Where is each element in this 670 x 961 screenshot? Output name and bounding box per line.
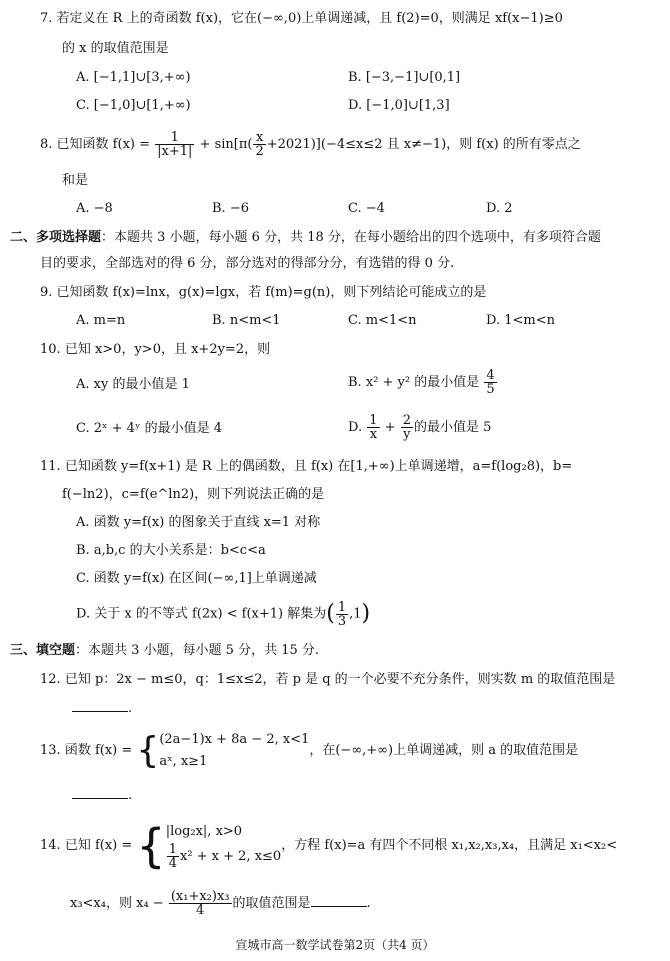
q12-number: 12.	[40, 672, 61, 687]
q10-option-b-numerator: 4	[486, 368, 495, 383]
q13-answer-line	[72, 786, 132, 805]
q10-option-b	[348, 368, 498, 398]
q13-number: 13.	[40, 743, 61, 758]
q14-case-2-numerator: 1	[168, 842, 177, 857]
q13-answer-blank[interactable]	[72, 786, 128, 799]
q10-option-d-denominator-1: x	[367, 427, 379, 441]
q10-option-b-text: B. x² + y² 的最小值是	[348, 375, 480, 390]
q9-stem-line	[40, 284, 486, 302]
q10-option-d-fraction-1	[367, 414, 379, 441]
q11-option-a: A. 函数 y=f(x) 的图象关于直线 x=1 对称	[76, 515, 321, 530]
q12-answer-blank[interactable]	[72, 699, 128, 712]
q8-fraction-numerator: 1	[170, 130, 179, 145]
q8-fraction	[155, 131, 194, 158]
q14-stem-line1	[40, 818, 617, 874]
q14-line2-pre: x₃<x₄，则 x₄ −	[70, 896, 164, 911]
q8-number: 8.	[40, 137, 53, 152]
q10-option-d-fraction-2	[401, 414, 413, 441]
q11-option-d-numerator: 1	[337, 599, 347, 615]
section-2-text-line2: 目的要求，全部选对的得 6 分，部分选对的得部分分，有选错的得 0 分.	[40, 256, 455, 271]
q14-fraction-denominator: 4	[169, 903, 232, 917]
q8-stem-mid: + sin[π(	[199, 137, 253, 152]
q11-option-d-rest: ,1	[349, 606, 362, 622]
q9-option-b: B. n<m<1	[212, 313, 281, 328]
q7-option-d: D. [−1,0]∪[1,3]	[348, 98, 450, 113]
q8-option-a: A. −8	[76, 201, 113, 216]
q11-option-b: B. a,b,c 的大小关系是：b<c<a	[76, 543, 266, 558]
q14-answer-blank[interactable]	[311, 894, 367, 907]
q8-stem-line2: 和是	[62, 173, 89, 188]
q11-option-d-right-paren: )	[361, 601, 371, 626]
q8-stem-post: +2021)](−4≤x≤2 且 x≠−1)，则 f(x) 的所有零点之	[266, 137, 581, 152]
q13-stem-pre: 函数 f(x) =	[64, 743, 133, 758]
q10-option-a: A. xy 的最小值是 1	[76, 377, 190, 392]
q11-number: 11.	[40, 459, 61, 474]
q10-option-d-numerator-2: 2	[402, 413, 411, 428]
q9-option-c: C. m<1<n	[348, 313, 417, 328]
q9-number: 9.	[40, 285, 53, 300]
q10-stem-line	[40, 341, 270, 359]
q14-case-2	[166, 843, 282, 870]
q13-case-2: aˣ, x≥1	[159, 753, 208, 769]
q10-option-c: C. 2ˣ + 4ʸ 的最小值是 4	[76, 421, 222, 436]
q11-stem-line1	[40, 458, 572, 476]
q8-option-d: D. 2	[486, 201, 513, 216]
q14-cases	[166, 821, 282, 870]
q10-option-b-denominator: 5	[486, 382, 495, 397]
q8-fraction-denominator: |x+1|	[157, 144, 193, 159]
q9-option-a: A. m=n	[76, 313, 126, 328]
q10-option-b-fraction	[484, 369, 496, 396]
q7-option-b: B. [−3,−1]∪[0,1]	[348, 70, 461, 85]
q7-option-a: A. [−1,1]∪[3,+∞)	[76, 70, 191, 85]
q14-case-2-fraction	[167, 843, 179, 870]
q11-option-c: C. 函数 y=f(x) 在区间(−∞,1]上单调递减	[76, 571, 317, 586]
q7-option-c: C. [−1,0]∪[1,+∞)	[76, 98, 191, 113]
q14-stem-post: ，方程 f(x)=a 有四个不同根 x₁,x₂,x₃,x₄，且满足 x₁<x₂<	[281, 838, 618, 853]
q11-stem: 已知函数 y=f(x+1) 是 R 上的偶函数，且 f(x) 在[1,+∞)上单调递增，a=f(log₂8)，b=	[64, 459, 573, 474]
q13-answer-period: .	[128, 788, 133, 803]
q14-case-2-denominator: 4	[168, 856, 177, 871]
section-2-text: ：本题共 3 小题，每小题 6 分，共 18 分，在每小题给出的四个选项中，有多项符合题	[101, 230, 601, 245]
q8-fraction-2-denominator: 2	[255, 144, 264, 159]
q10-option-d-plus: +	[384, 420, 396, 435]
q11-option-d-text: D. 关于 x 的不等式 f(2x) < f(x+1) 解集为	[76, 606, 327, 622]
q12-answer-period: .	[128, 701, 133, 716]
q10-option-d-label: D.	[348, 420, 363, 435]
q13-cases	[159, 729, 309, 773]
q8-option-b: B. −6	[212, 201, 249, 216]
q11-option-d-fraction	[336, 601, 348, 628]
q10-number: 10.	[40, 342, 61, 357]
q10-stem: 已知 x>0，y>0，且 x+2y=2，则	[64, 342, 271, 357]
q13-case-1: (2a−1)x + 8a − 2, x<1	[159, 731, 310, 747]
q14-case-1: |log₂x|, x>0	[165, 824, 243, 839]
q8-fraction-2-numerator: x	[255, 130, 264, 145]
q8-option-c: C. −4	[348, 201, 385, 216]
q11-option-d-left-paren: (	[326, 601, 335, 626]
q14-brace: {	[136, 818, 166, 873]
q14-number: 14.	[40, 838, 61, 853]
section-2-title: 二、多项选择题	[10, 230, 102, 245]
q12-answer-line	[72, 699, 132, 718]
q9-stem: 已知函数 f(x)=lnx，g(x)=lgx，若 f(m)=g(n)，则下列结论可能成立的是	[56, 285, 487, 300]
q7-stem-line1	[40, 10, 563, 28]
q13-brace: {	[136, 729, 160, 771]
section-3-title: 三、填空题	[10, 643, 76, 658]
q14-case-2-rest: x² + x + 2, x≤0	[179, 849, 282, 864]
q7-stem-line2: 的 x 的取值范围是	[62, 41, 169, 56]
section-3-header	[10, 642, 319, 660]
section-2-header	[10, 229, 601, 247]
q8-fraction-2	[253, 131, 265, 158]
q14-fraction-numerator: (x₁+x₂)x₃	[170, 889, 230, 904]
q8-stem-line1	[40, 130, 581, 160]
q9-option-d: D. 1<m<n	[486, 313, 555, 328]
q8-stem-pre: 已知函数 f(x) =	[56, 137, 150, 152]
q10-option-d	[348, 413, 491, 443]
q10-option-d-numerator-1: 1	[369, 413, 378, 428]
q12-stem: 已知 p：2x − m≤0，q：1≤x≤2，若 p 是 q 的一个必要不充分条件，则实数 m 的取值范围是	[64, 672, 616, 687]
q7-number: 7.	[40, 11, 53, 26]
q14-answer-period: .	[366, 896, 371, 911]
page-footer: 宣城市高一数学试卷第2页（共4 页）	[235, 938, 435, 952]
q14-stem-line2	[70, 888, 371, 920]
q11-option-d	[76, 598, 370, 631]
q11-stem-line2: f(−ln2)，c=f(e^ln2)，则下列说法正确的是	[62, 487, 325, 502]
q10-option-d-denominator-2: y	[401, 427, 413, 441]
section-3-text: ：本题共 3 小题，每小题 5 分，共 15 分.	[75, 643, 320, 658]
q14-fraction	[169, 890, 232, 917]
q10-option-d-text: 的最小值是 5	[413, 420, 492, 435]
q14-stem-pre: 已知 f(x) =	[64, 838, 133, 853]
q7-stem: 若定义在 R 上的奇函数 f(x)，它在(−∞,0)上单调递减，且 f(2)=0，则满足 xf(x−1)≥0	[56, 11, 563, 26]
q13-stem-line	[40, 728, 578, 774]
q14-line2-post: 的取值范围是	[232, 896, 311, 911]
q12-stem-line	[40, 671, 615, 689]
q11-option-d-denominator: 3	[337, 613, 347, 629]
q13-stem-post: ，在(−∞,+∞)上单调递减，则 a 的取值范围是	[309, 743, 579, 758]
